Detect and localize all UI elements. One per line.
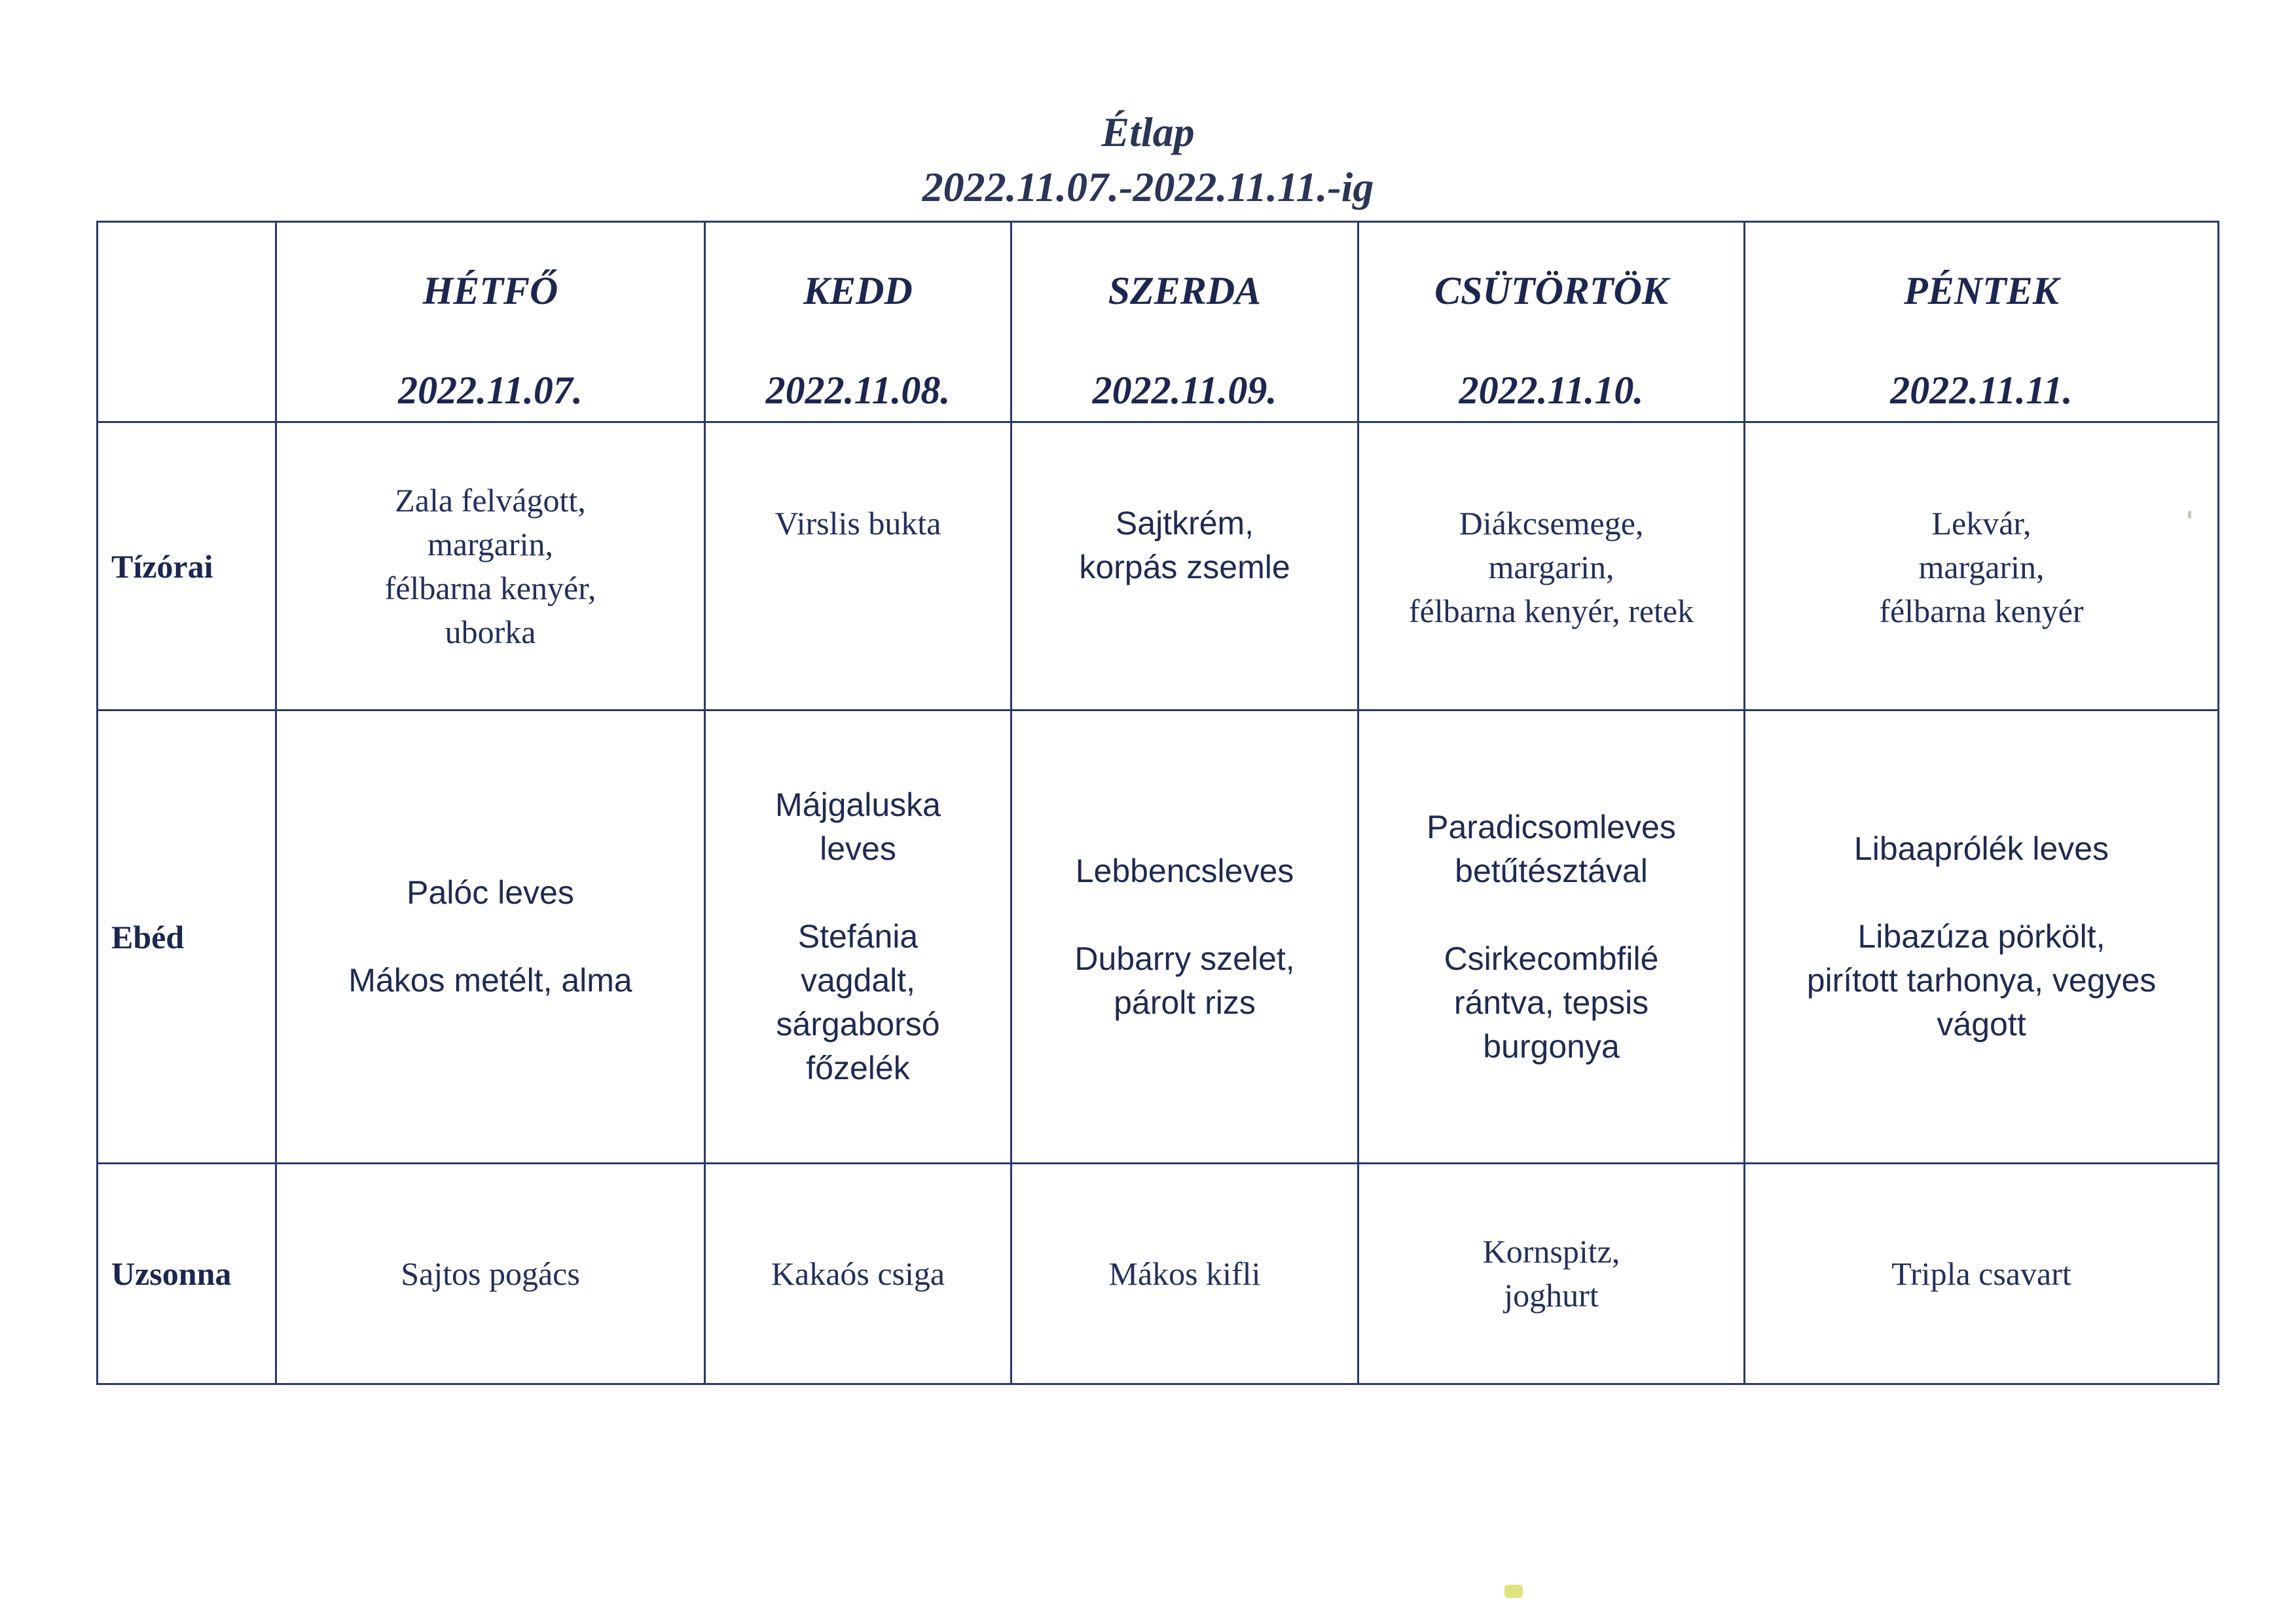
uzsonna-friday [1745, 1164, 2219, 1384]
main-course-line: Dubarry szelet, [1074, 940, 1295, 977]
day-name: HÉTFŐ [422, 269, 558, 312]
day-header-tuesday [705, 222, 1011, 422]
corner-cell [98, 222, 276, 422]
day-name: KEDD [803, 269, 913, 312]
menu-line: Mákos kifli [1108, 1255, 1261, 1292]
menu-line: Diákcsemege, [1459, 505, 1644, 542]
tizorai-wednesday [1011, 422, 1358, 710]
menu-line: félbarna kenyér, [384, 569, 596, 606]
menu-line: margarin, [427, 525, 554, 563]
day-date: 2022.11.07. [398, 369, 583, 412]
day-date: 2022.11.10. [1459, 369, 1644, 412]
main-course-line: sárgaborsó [776, 1006, 940, 1043]
ebed-monday [276, 710, 705, 1164]
soup-line: Paradicsomleves [1427, 808, 1676, 845]
main-course-line: vagdalt, [800, 962, 916, 999]
day-header-thursday [1358, 222, 1745, 422]
menu-line: margarin, [1488, 549, 1614, 585]
main-course-line: főzelék [806, 1050, 910, 1086]
ebed-friday [1745, 710, 2219, 1164]
menu-line: korpás zsemle [1079, 549, 1290, 585]
uzsonna-row [98, 1164, 2219, 1384]
day-name: CSÜTÖRTÖK [1434, 269, 1668, 312]
main-course-line: vágott [1937, 1006, 2026, 1043]
uzsonna-thursday [1358, 1164, 1745, 1384]
menu-line: Sajtos pogács [401, 1255, 580, 1292]
day-date: 2022.11.11. [1890, 369, 2073, 412]
uzsonna-tuesday [705, 1164, 1011, 1384]
main-course-line: burgonya [1483, 1027, 1620, 1065]
menu-line: uborka [445, 613, 536, 650]
main-course-line: pirított tarhonya, vegyes [1806, 962, 2157, 999]
menu-line: Virslis bukta [774, 505, 941, 542]
menu-line: Tripla csavart [1891, 1255, 2071, 1292]
soup-line: Májgaluska [775, 786, 941, 823]
menu-line: félbarna kenyér, retek [1408, 593, 1694, 629]
menu-line: Sajtkrém, [1115, 505, 1254, 542]
document-title-block [0, 105, 2296, 215]
date-range-subtitle: 2022.11.07.-2022.11.11.-ig [922, 164, 1374, 210]
soup-line: Lebbencsleves [1075, 852, 1294, 889]
soup-line: Palóc leves [407, 874, 574, 911]
tizorai-monday [276, 422, 705, 710]
day-name: PÉNTEK [1904, 269, 2059, 312]
menu-line: Lekvár, [1931, 505, 2032, 542]
tizorai-thursday [1358, 422, 1745, 710]
day-date: 2022.11.09. [1092, 369, 1277, 412]
page-title: Étlap [1101, 109, 1195, 155]
menu-line: margarin, [1918, 549, 2045, 585]
tizorai-row [98, 422, 2219, 710]
weekly-menu-table [96, 221, 2219, 1385]
day-date: 2022.11.08. [765, 369, 951, 412]
row-label-tizorai: Tízórai [98, 422, 276, 710]
uzsonna-monday [276, 1164, 705, 1384]
main-course-line: Csirkecombfilé [1444, 940, 1659, 977]
row-label-uzsonna: Uzsonna [98, 1164, 276, 1384]
ebed-tuesday [705, 710, 1011, 1164]
menu-line: joghurt [1504, 1277, 1599, 1314]
uzsonna-wednesday [1011, 1164, 1358, 1384]
day-name: SZERDA [1108, 269, 1262, 312]
soup-line: leves [820, 830, 896, 867]
day-header-monday [276, 222, 705, 422]
menu-line: Kornspitz, [1482, 1233, 1620, 1270]
tizorai-friday [1745, 422, 2219, 710]
menu-line: félbarna kenyér [1879, 593, 2084, 629]
day-header-friday [1745, 222, 2219, 422]
tizorai-tuesday [705, 422, 1011, 710]
header-row [98, 222, 2219, 422]
ebed-thursday [1358, 710, 1745, 1164]
menu-line: Kakaós csiga [771, 1255, 945, 1292]
scan-artifact-mark [1504, 1585, 1523, 1598]
main-course-line: párolt rizs [1114, 984, 1256, 1021]
ebed-wednesday [1011, 710, 1358, 1164]
main-course-line: Libazúza pörkölt, [1857, 918, 2105, 955]
day-header-wednesday [1011, 222, 1358, 422]
ebed-row [98, 710, 2219, 1164]
soup-line: betűtésztával [1455, 852, 1648, 889]
menu-line: Zala felvágott, [395, 481, 586, 519]
soup-line: Libaaprólék leves [1853, 830, 2109, 867]
scan-speck [2188, 511, 2191, 519]
main-course-line: Stefánia [797, 918, 919, 955]
main-course-line: rántva, tepsis [1453, 984, 1649, 1021]
row-label-ebed: Ebéd [98, 710, 276, 1164]
main-course-line: Mákos metélt, alma [348, 962, 632, 999]
